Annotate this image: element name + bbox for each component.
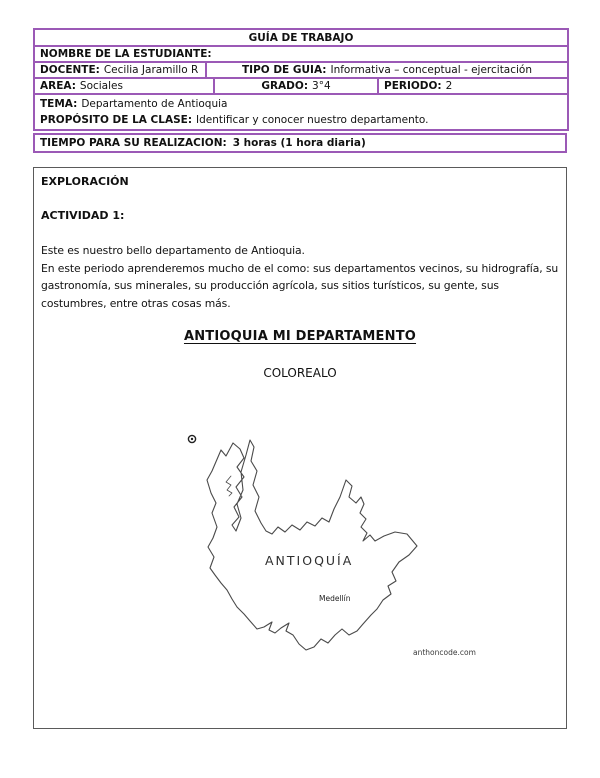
- antioquia-map: [187, 434, 479, 666]
- intro-paragraph: [41, 242, 561, 313]
- grado-label: GRADO:: [261, 80, 309, 92]
- city-label: Medellín: [319, 593, 351, 603]
- activity-title: ACTIVIDAD 1:: [41, 209, 125, 222]
- header-table: [33, 28, 569, 131]
- nombre-row: [34, 46, 568, 62]
- tema-line: [40, 96, 562, 112]
- title-row: [34, 29, 568, 46]
- proposito-label: PROPÓSITO DE LA CLASE:: [40, 114, 193, 126]
- tipo-guia-label: TIPO DE GUIA:: [242, 64, 327, 76]
- docente-value: Cecilia Jaramillo R: [103, 64, 199, 76]
- doc-title: GUÍA DE TRABAJO: [34, 29, 568, 46]
- tiempo-box: [33, 133, 567, 153]
- area-row: [34, 78, 568, 94]
- map-subheading: COLOREALO: [263, 365, 337, 380]
- area-cell: [34, 78, 214, 94]
- tiempo-label: TIEMPO PARA SU REALIZACION:: [40, 137, 227, 149]
- grado-value: 3°4: [312, 80, 331, 92]
- proposito-line: [40, 112, 562, 128]
- area-label: AREA:: [40, 80, 76, 92]
- docente-label: DOCENTE:: [40, 64, 100, 76]
- tema-label: TEMA:: [40, 98, 78, 110]
- tema-row: [34, 94, 568, 130]
- nombre-label: NOMBRE DE LA ESTUDIANTE:: [40, 48, 212, 60]
- nombre-cell: [34, 46, 568, 62]
- docente-row: [34, 62, 568, 78]
- intro-rest: En este periodo aprenderemos mucho de el como: sus departamentos vecinos, su hidrografía, su gastronomía, sus minerales, su producción agrícola, sus sitios turísticos, su gente, sus costumbres, entre otras cosas más.: [41, 261, 559, 311]
- tipo-guia-cell: [206, 62, 568, 78]
- watermark-text: anthoncode.com: [413, 647, 476, 657]
- map-outline-icon: [187, 434, 479, 666]
- periodo-cell: [378, 78, 568, 94]
- tema-value: Departamento de Antioquia: [81, 98, 228, 110]
- tiempo-value: 3 horas (1 hora diaria): [232, 137, 366, 149]
- map-region-label: ANTIOQUÍA: [265, 552, 354, 568]
- intro-line: Este es nuestro bello departamento de Antioquia.: [41, 244, 305, 257]
- docente-cell: [34, 62, 206, 78]
- periodo-value: 2: [445, 80, 453, 92]
- section-title: EXPLORACIÓN: [41, 175, 129, 188]
- city-marker-icon: [187, 434, 197, 444]
- grado-cell: [214, 78, 378, 94]
- area-value: Sociales: [79, 80, 123, 92]
- tipo-guia-value: Informativa – conceptual - ejercitación: [330, 64, 533, 76]
- content-box: [33, 167, 567, 729]
- map-heading: ANTIOQUIA MI DEPARTAMENTO: [183, 328, 417, 344]
- tema-cell: [34, 94, 568, 130]
- periodo-label: PERIODO:: [384, 80, 442, 92]
- proposito-value: Identificar y conocer nuestro departamento.: [196, 114, 429, 126]
